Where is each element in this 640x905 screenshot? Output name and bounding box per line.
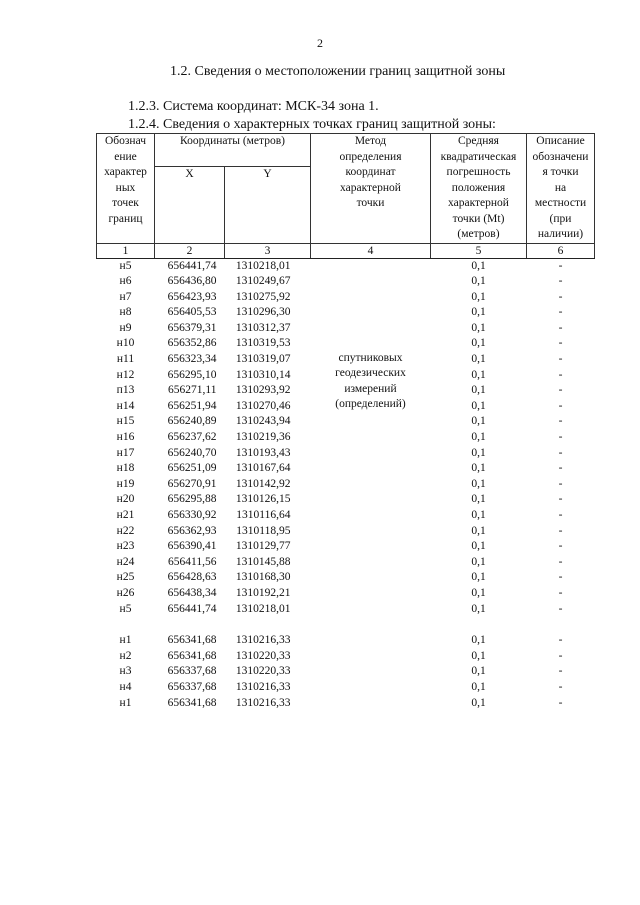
header-line: ных: [115, 181, 136, 194]
point-mse: 0,1: [471, 259, 486, 272]
point-description: -: [558, 384, 563, 397]
point-mse: 0,1: [471, 275, 486, 288]
coordinate-system-line: 1.2.3. Система координат: МСК-34 зона 1.: [128, 99, 379, 114]
point-y-coordinate: 1310129,77: [235, 540, 291, 553]
method-line: (определений): [335, 398, 406, 411]
point-designation: п13: [116, 384, 135, 397]
empty-cell: [527, 617, 595, 633]
header-line: точки: [356, 197, 385, 209]
column-number: 1: [97, 243, 155, 258]
point-description: -: [558, 259, 563, 272]
point-x-coordinate: 656379,31: [167, 321, 217, 334]
points-info-line: 1.2.4. Сведения о характерных точках границ защитной зоны:: [128, 117, 496, 132]
point-mse: 0,1: [471, 696, 486, 709]
column-number: 6: [527, 243, 595, 258]
point-mse: 0,1: [471, 368, 486, 381]
point-x-coordinate: 656436,80: [167, 275, 217, 288]
point-description: -: [558, 462, 563, 475]
point-x-coordinate: 656438,34: [167, 586, 217, 599]
point-y-coordinate: 1310192,21: [235, 586, 291, 599]
header-line: местности: [534, 197, 587, 209]
header-line: Обознач: [104, 135, 147, 147]
point-y-coordinate: 1310293,92: [235, 384, 291, 397]
header-line: координат: [345, 166, 396, 178]
point-designation: н1: [119, 696, 132, 709]
point-designation: н24: [116, 555, 135, 568]
point-x-coordinate: 656362,93: [167, 524, 217, 537]
point-x-coordinate: 656251,94: [167, 399, 217, 412]
point-y-coordinate: 1310312,37: [235, 321, 291, 334]
header-line: погрешность: [446, 166, 511, 178]
header-line: определения: [339, 150, 402, 163]
point-mse: 0,1: [471, 586, 486, 599]
point-x-coordinate: 656251,09: [167, 462, 217, 475]
point-mse: 0,1: [471, 524, 486, 537]
point-designation: н9: [119, 321, 132, 334]
method-line: геодезических: [335, 367, 406, 380]
point-x-coordinate: 656341,68: [167, 649, 217, 662]
method-cell: [311, 258, 431, 711]
point-mse: 0,1: [471, 680, 486, 693]
point-y-coordinate: 1310193,43: [235, 446, 291, 459]
point-y-coordinate: 1310310,14: [235, 368, 291, 381]
point-description: -: [558, 680, 563, 693]
method-text: [311, 351, 431, 413]
point-x-coordinate: 656271,11: [168, 384, 217, 397]
header-line: я точки: [542, 166, 579, 178]
point-y-coordinate: 1310168,30: [235, 571, 291, 584]
table-row: [97, 258, 595, 274]
point-y-coordinate: 1310220,33: [235, 665, 291, 678]
point-y-coordinate: 1310219,36: [235, 431, 291, 444]
point-mse: 0,1: [471, 649, 486, 662]
method-line: измерений: [344, 382, 397, 395]
point-x-coordinate: 656441,74: [167, 259, 217, 272]
point-x-coordinate: 656428,63: [167, 571, 217, 584]
point-x-coordinate: 656323,34: [167, 353, 217, 366]
point-description: -: [558, 446, 563, 459]
section-heading: 1.2. Сведения о местоположении границ защитной зоны: [170, 64, 506, 79]
header-line: обозначени: [532, 150, 589, 163]
point-description: -: [558, 306, 563, 319]
point-description: -: [558, 477, 563, 490]
header-line: характерной: [340, 181, 401, 194]
point-designation: н21: [116, 509, 135, 521]
header-mse: [431, 134, 527, 244]
point-mse: 0,1: [471, 431, 486, 444]
point-mse: 0,1: [471, 509, 486, 521]
point-x-coordinate: 656295,10: [167, 368, 217, 381]
point-description: -: [558, 353, 563, 366]
point-x-coordinate: 656237,62: [167, 431, 217, 444]
header-line: Средняя: [458, 135, 499, 147]
header-line: квадратическая: [440, 150, 517, 163]
point-mse: 0,1: [471, 571, 486, 584]
point-mse: 0,1: [471, 602, 486, 615]
point-mse: 0,1: [471, 290, 486, 303]
method-line: спутниковых: [338, 351, 403, 364]
header-line: Описание: [536, 135, 585, 147]
point-x-coordinate: 656337,68: [167, 680, 217, 693]
point-designation: н14: [116, 399, 135, 412]
point-mse: 0,1: [471, 399, 486, 412]
point-x-coordinate: 656240,70: [167, 446, 217, 459]
point-x-coordinate: 656330,92: [167, 509, 217, 521]
point-description: -: [558, 586, 563, 599]
column-number: 4: [311, 243, 431, 258]
point-y-coordinate: 1310275,92: [235, 290, 291, 303]
point-description: -: [558, 399, 563, 412]
point-mse: 0,1: [471, 321, 486, 334]
point-mse: 0,1: [471, 384, 486, 397]
header-line: положения: [451, 181, 506, 194]
point-y-coordinate: 1310249,67: [235, 275, 291, 288]
point-description: -: [558, 696, 563, 709]
header-line: (при: [549, 212, 572, 225]
point-mse: 0,1: [471, 477, 486, 490]
point-y-coordinate: 1310218,01: [235, 602, 291, 615]
point-designation: н20: [116, 493, 135, 506]
point-designation: н5: [119, 259, 132, 272]
point-x-coordinate: 656337,68: [167, 665, 217, 678]
point-x-coordinate: 656441,74: [167, 602, 217, 615]
point-designation: н7: [119, 290, 132, 303]
header-x: X: [155, 166, 225, 243]
column-number-row: [97, 243, 595, 258]
empty-cell: [97, 617, 155, 633]
point-y-coordinate: 1310167,64: [235, 462, 291, 475]
empty-cell: [155, 617, 225, 633]
point-mse: 0,1: [471, 446, 486, 459]
point-mse: 0,1: [471, 555, 486, 568]
point-designation: н11: [116, 353, 135, 366]
point-description: -: [558, 540, 563, 553]
point-mse: 0,1: [471, 306, 486, 319]
point-designation: н3: [119, 665, 132, 678]
point-y-coordinate: 1310319,53: [235, 337, 291, 350]
point-x-coordinate: 656390,41: [167, 540, 217, 553]
header-line: на: [554, 181, 567, 194]
point-designation: н12: [116, 368, 135, 381]
point-mse: 0,1: [471, 665, 486, 678]
header-coordinates: Координаты (метров): [155, 134, 311, 167]
point-mse: 0,1: [471, 634, 486, 647]
empty-cell: [431, 617, 527, 633]
point-description: -: [558, 602, 563, 615]
point-description: -: [558, 431, 563, 444]
header-designation: [97, 134, 155, 244]
point-designation: н15: [116, 415, 135, 428]
column-number: 3: [225, 243, 311, 258]
table-body: [97, 258, 595, 711]
point-y-coordinate: 1310319,07: [235, 353, 291, 366]
point-y-coordinate: 1310216,33: [235, 696, 291, 709]
point-designation: н25: [116, 571, 135, 584]
point-designation: н22: [116, 524, 135, 537]
header-line: характерной: [448, 197, 509, 209]
point-designation: н18: [116, 462, 135, 475]
point-x-coordinate: 656423,93: [167, 290, 217, 303]
point-designation: н10: [116, 337, 135, 350]
point-y-coordinate: 1310296,30: [235, 306, 291, 319]
point-designation: н1: [119, 634, 132, 647]
point-designation: н2: [119, 649, 132, 662]
point-description: -: [558, 368, 563, 381]
point-x-coordinate: 656352,86: [167, 337, 217, 350]
point-mse: 0,1: [471, 353, 486, 366]
point-description: -: [558, 665, 563, 678]
header-line: характер: [104, 166, 147, 178]
point-designation: н4: [119, 680, 132, 693]
column-number: 2: [155, 243, 225, 258]
header-line: (метров): [457, 228, 500, 240]
header-line: точек: [112, 197, 139, 209]
point-designation: н26: [116, 586, 135, 599]
point-description: -: [558, 555, 563, 568]
header-method: [311, 134, 431, 244]
point-description: -: [558, 634, 563, 647]
header-y: Y: [225, 166, 311, 243]
point-description: -: [558, 493, 563, 506]
point-description: -: [558, 321, 563, 334]
empty-cell: [225, 617, 311, 633]
point-designation: н8: [119, 306, 132, 319]
column-number: 5: [431, 243, 527, 258]
boundary-points-table: [96, 133, 595, 711]
point-y-coordinate: 1310220,33: [235, 649, 291, 662]
header-line: наличии): [537, 228, 584, 240]
point-description: -: [558, 275, 563, 288]
point-designation: н5: [119, 602, 132, 615]
point-description: -: [558, 290, 563, 303]
point-mse: 0,1: [471, 462, 486, 475]
page-number: 2: [317, 36, 323, 50]
point-y-coordinate: 1310118,95: [236, 524, 291, 537]
point-y-coordinate: 1310145,88: [235, 555, 291, 568]
point-mse: 0,1: [471, 493, 486, 506]
point-x-coordinate: 656341,68: [167, 634, 217, 647]
header-line: Метод: [354, 135, 387, 147]
point-description: -: [558, 571, 563, 584]
point-description: -: [558, 649, 563, 662]
point-y-coordinate: 1310243,94: [235, 415, 291, 428]
point-designation: н23: [116, 540, 135, 553]
point-description: -: [558, 337, 563, 350]
header-description: [527, 134, 595, 244]
point-description: -: [558, 415, 563, 428]
point-y-coordinate: 1310126,15: [235, 493, 291, 506]
header-line: границ: [108, 212, 143, 225]
point-x-coordinate: 656405,53: [167, 306, 217, 319]
header-line: точки (Mt): [452, 212, 505, 225]
point-mse: 0,1: [471, 415, 486, 428]
point-y-coordinate: 1310218,01: [235, 259, 291, 272]
point-mse: 0,1: [471, 337, 486, 350]
point-description: -: [558, 509, 563, 521]
point-x-coordinate: 656240,89: [167, 415, 217, 428]
point-mse: 0,1: [471, 540, 486, 553]
point-y-coordinate: 1310216,33: [235, 634, 291, 647]
point-designation: н17: [116, 446, 135, 459]
header-line: ение: [114, 150, 137, 163]
point-designation: н16: [116, 431, 135, 444]
point-designation: н6: [119, 275, 132, 288]
point-x-coordinate: 656411,56: [168, 555, 217, 568]
point-description: -: [558, 524, 563, 537]
point-x-coordinate: 656270,91: [167, 477, 217, 490]
point-x-coordinate: 656295,88: [167, 493, 217, 506]
point-y-coordinate: 1310116,64: [236, 509, 291, 521]
point-y-coordinate: 1310142,92: [235, 477, 291, 490]
point-y-coordinate: 1310270,46: [235, 399, 291, 412]
point-designation: н19: [116, 477, 135, 490]
point-y-coordinate: 1310216,33: [235, 680, 291, 693]
point-x-coordinate: 656341,68: [167, 696, 217, 709]
